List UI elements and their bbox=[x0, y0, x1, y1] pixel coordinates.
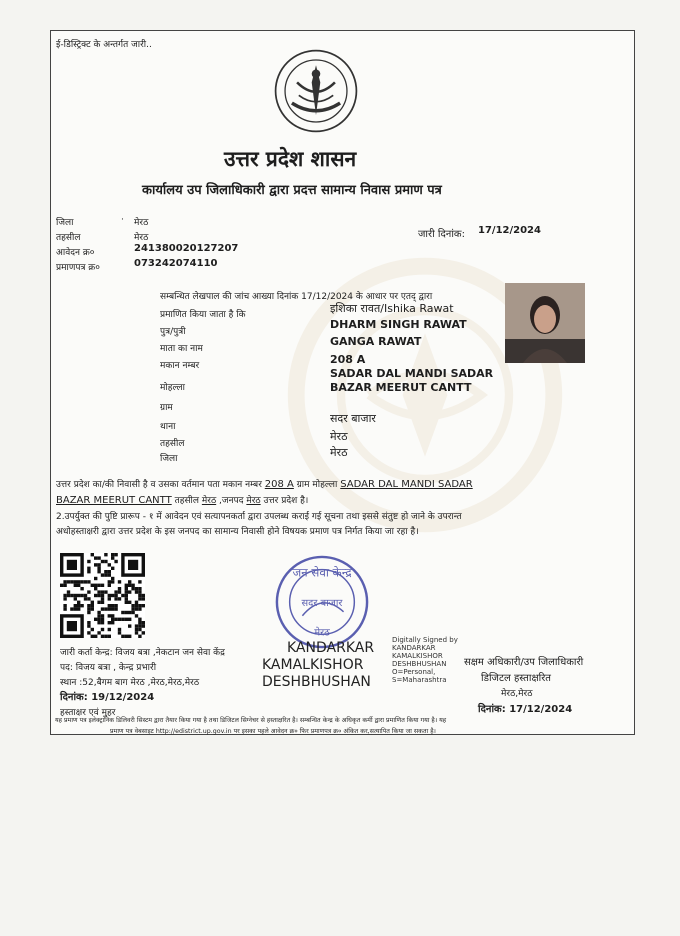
details-tehsil-value: मेरठ bbox=[330, 430, 348, 443]
details-tehsil-label: तहसील bbox=[160, 439, 185, 449]
certificate-title: उत्तर प्रदेश शासन bbox=[224, 147, 357, 171]
digital-signature-details bbox=[392, 636, 458, 684]
parent-name: DHARM SINGH RAWAT bbox=[330, 318, 467, 331]
district-value: मेरठ bbox=[134, 218, 149, 228]
applicant-name: इशिका रावत/Ishika Rawat bbox=[330, 302, 454, 315]
residence-district: मेरठ bbox=[246, 496, 261, 506]
issuer-post: पद: विजय बत्रा , केन्द्र प्रभारी bbox=[60, 663, 157, 673]
up-government-emblem-icon bbox=[273, 48, 359, 134]
authority-place: मेरठ,मेरठ bbox=[501, 689, 533, 699]
ds-line-6: S=Maharashtra bbox=[392, 676, 447, 684]
residence-tehsil: मेरठ bbox=[201, 496, 217, 506]
district-label: जिला bbox=[56, 218, 74, 228]
qr-code bbox=[60, 553, 145, 638]
application-label: आवेदन क्र० bbox=[56, 248, 95, 258]
colon-text: · bbox=[121, 215, 124, 225]
authority-digital-sign: डिजिटल हस्ताक्षरित bbox=[481, 673, 551, 684]
issuer-center: जारी कर्ता केन्द्र: विजय बत्रा ,नेकटान जन सेवा केंद्र bbox=[60, 648, 225, 658]
signer-name-1: KANDARKAR bbox=[287, 640, 375, 656]
service-center-seal bbox=[273, 553, 371, 651]
house-number: 208 A bbox=[330, 353, 366, 366]
locality-line-1: SADAR DAL MANDI SADAR bbox=[330, 367, 494, 380]
residence-statement-text-b: ग्राम मोहल्ला bbox=[296, 480, 338, 490]
issue-date: 17/12/2024 bbox=[478, 225, 541, 236]
ds-line-1: Digitally Signed by bbox=[392, 636, 458, 644]
residence-locality-1: SADAR DAL MANDI SADAR bbox=[340, 479, 473, 490]
mother-name: GANGA RAWAT bbox=[330, 335, 422, 348]
residence-statement-text-c: तहसील bbox=[174, 496, 199, 506]
header-note: ई-डिस्ट्रिक्ट के अन्तर्गत जारी.. bbox=[56, 40, 152, 50]
mother-label: माता का नाम bbox=[160, 344, 203, 354]
residence-statement-line-2 bbox=[56, 493, 308, 506]
residence-statement-text-e: उत्तर प्रदेश है। bbox=[263, 496, 309, 506]
thana-value: सदर बाजार bbox=[330, 412, 376, 425]
footer-note-1: यह प्रमाण पत्र इलेक्ट्रानिक डिलिवरी सिस्टम द्वारा तैयार किया गया है तथा डिजिटल सिग्नेचर से हस्ताक्षरित है। सम्बन्धित केन्द्र के अधिकृत कर्मी द्वारा प्रमाणित किया गया है। यह bbox=[55, 717, 447, 724]
residence-statement-line-1 bbox=[56, 477, 473, 490]
locality-label: मोहल्ला bbox=[160, 383, 185, 393]
tehsil-value: मेरठ bbox=[134, 233, 149, 243]
seal-text-mid: सदर बाजार bbox=[301, 597, 343, 609]
footer-note-2: प्रमाण पत्र वेबसाइट http://edistrict.up.gov.in पर इसका पहले आवेदन क्र० फिर प्रमाणपत्र क्र० अंकित कर,सत्यापित किया जा सकता है। bbox=[110, 728, 436, 735]
certificate-subtitle: कार्यालय उप जिलाधिकारी द्वारा प्रदत्त सामान्य निवास प्रमाण पत्र bbox=[142, 183, 442, 198]
thana-label: थाना bbox=[160, 422, 176, 432]
signer-name-3: DESHBHUSHAN bbox=[262, 674, 371, 690]
residence-house: 208 A bbox=[264, 479, 294, 490]
authority-date: दिनांक: 17/12/2024 bbox=[478, 704, 573, 715]
village-label: ग्राम bbox=[160, 403, 173, 413]
certified-label: प्रमाणित किया जाता है कि bbox=[160, 310, 246, 320]
seal-text-bottom: मेरठ bbox=[314, 627, 330, 639]
issuer-date: दिनांक: 19/12/2024 bbox=[60, 692, 155, 703]
issuer-place: स्थान :52,बैगम बाग मेरठ ,मेरठ,मेरठ,मेरठ bbox=[60, 678, 200, 688]
verification-intro: सम्बन्धित लेखपाल की जांच आख्या दिनांक 17/12/2024 के आधार पर एतद् द्वारा bbox=[160, 292, 433, 302]
ds-line-5: O=Personal, bbox=[392, 668, 436, 676]
confirmation-line-2: अधोहस्ताक्षरी द्वारा उत्तर प्रदेश के इस जनपद का सामान्य निवासी होने विषयक प्रमाण पत्र निर्गत किया जा रहा है। bbox=[56, 527, 419, 537]
issue-date-label: जारी दिनांक: bbox=[418, 229, 465, 240]
house-label: मकान नम्बर bbox=[160, 361, 200, 371]
certificate-number: 073242074110 bbox=[134, 258, 218, 269]
applicant-photo bbox=[505, 283, 585, 363]
residence-statement-text-a: उत्तर प्रदेश का/की निवासी है व उसका वर्तमान पता मकान नम्बर bbox=[56, 480, 262, 490]
issuer-sign-label: हस्ताक्षर एवं मुहर bbox=[60, 708, 116, 718]
digital-signature bbox=[262, 640, 374, 691]
details-district-label: जिला bbox=[160, 454, 178, 464]
residence-statement-text-d: ,जनपद bbox=[219, 496, 244, 506]
locality-line-2: BAZAR MEERUT CANTT bbox=[330, 381, 472, 394]
details-district-value: मेरठ bbox=[330, 446, 348, 459]
ds-line-3: KAMALKISHOR bbox=[392, 652, 443, 660]
confirmation-line-1: 2.उपर्युक्त की पुष्टि प्रारूप - १ में आवेदन एवं सत्यापनकर्ता द्वारा उपलब्ध कराई गई सूचना तथा इससे संतुष्ट हो जाने के उपरान्त bbox=[56, 512, 462, 522]
residence-locality-2: BAZAR MEERUT CANTT bbox=[56, 495, 172, 506]
ds-line-2: KANDARKAR bbox=[392, 644, 436, 652]
certificate-number-label: प्रमाणपत्र क्र० bbox=[56, 263, 100, 273]
tehsil-label: तहसील bbox=[56, 233, 81, 243]
parent-label: पुत्र/पुत्री bbox=[160, 327, 186, 337]
seal-text-top: जन सेवा केन्द्र bbox=[292, 565, 352, 580]
authority-title: सक्षम अधिकारी/उप जिलाधिकारी bbox=[464, 657, 584, 668]
signer-name-2: KAMALKISHOR bbox=[262, 657, 364, 673]
application-number: 241380020127207 bbox=[134, 243, 239, 254]
ds-line-4: DESHBHUSHAN bbox=[392, 660, 447, 668]
